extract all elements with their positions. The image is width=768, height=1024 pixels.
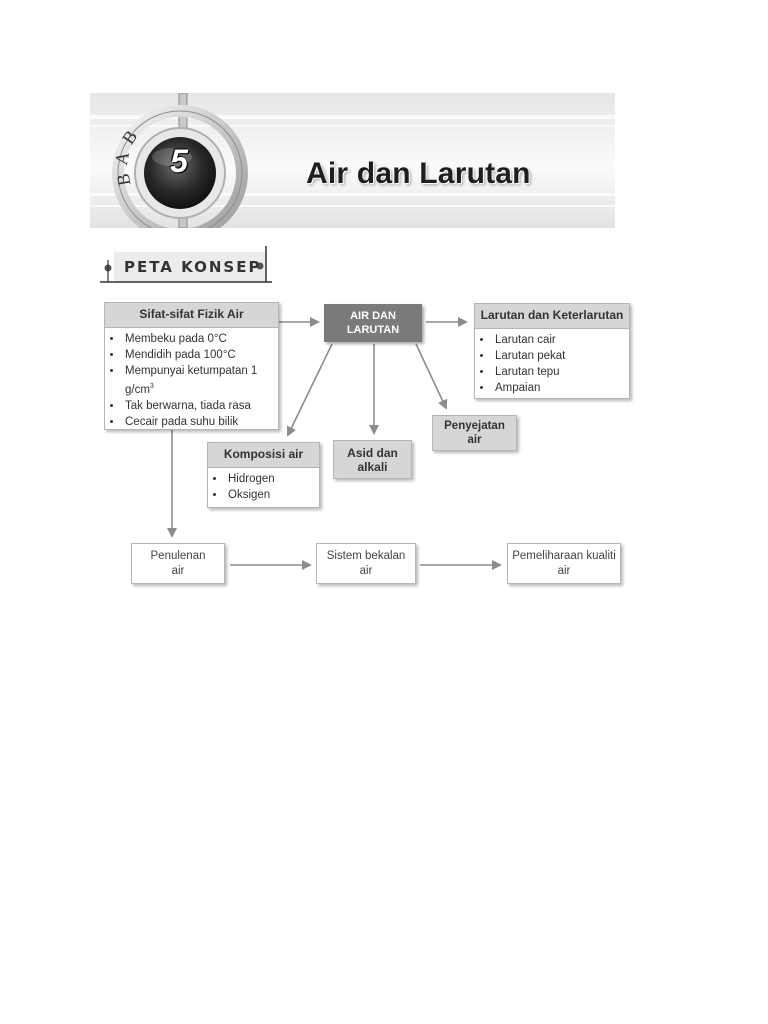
list-item: • Larutan cair [493, 333, 629, 348]
pemeliharaan-line2: air [557, 565, 571, 577]
superscript: 3 [149, 383, 154, 390]
asid-alkali-box [333, 440, 412, 479]
list-item: • Hidrogen [226, 472, 319, 487]
arrow-center-to-penyejatan [416, 344, 446, 408]
sifat-fizik-box [104, 302, 279, 430]
komposisi-box [207, 442, 320, 508]
sistem-line2: air [359, 565, 373, 577]
larutan-title: Larutan dan Keterlarutan [475, 304, 629, 329]
pemeliharaan-line1: Pemeliharaan kualiti [512, 550, 616, 562]
komposisi-list [208, 472, 319, 503]
chapter-title: Air dan Larutan [306, 157, 531, 190]
center-node [324, 304, 422, 342]
bab-letter-a: A [111, 150, 133, 167]
list-item: • Membeku pada 0°C [123, 332, 278, 347]
list-item: • Oksigen [226, 488, 319, 503]
komposisi-title: Komposisi air [208, 443, 319, 468]
penyejatan-line2: air [467, 434, 482, 446]
penulenan-box [131, 543, 225, 584]
list-item-text: Mempunyai ketumpatan 1 g/cm [125, 365, 258, 396]
chapter-number: 5 [170, 143, 188, 179]
list-item: • Larutan pekat [493, 349, 629, 364]
larutan-list [475, 333, 629, 396]
list-item: • Larutan tepu [493, 365, 629, 380]
larutan-box [474, 303, 630, 399]
bab-letter-b2: B [112, 171, 135, 188]
pemeliharaan-box [507, 543, 621, 584]
asid-line2: alkali [357, 460, 388, 474]
list-item: • Ampaian [493, 381, 629, 396]
sistem-line1: Sistem bekalan [326, 550, 406, 562]
peta-konsep-label: PETA KONSEP [124, 258, 262, 276]
center-line1: AIR DAN [350, 310, 396, 322]
penulenan-line1: Penulenan [150, 550, 206, 562]
penyejatan-box [432, 415, 517, 451]
bab-letter-b1: B [117, 126, 142, 148]
asid-line1: Asid dan [347, 446, 398, 460]
sifat-fizik-list [105, 332, 278, 430]
penulenan-line2: air [171, 565, 185, 577]
sistem-bekalan-box [316, 543, 416, 584]
list-item [123, 364, 278, 398]
sifat-fizik-title: Sifat-sifat Fizik Air [105, 303, 278, 328]
list-item: • Mendidih pada 100°C [123, 348, 278, 363]
arrow-center-to-komposisi [288, 344, 332, 435]
list-item: • Cecair pada suhu bilik [123, 415, 278, 430]
center-line2: LARUTAN [346, 324, 400, 336]
penyejatan-line1: Penyejatan [444, 420, 505, 432]
list-item: • Tak berwarna, tiada rasa [123, 399, 278, 414]
